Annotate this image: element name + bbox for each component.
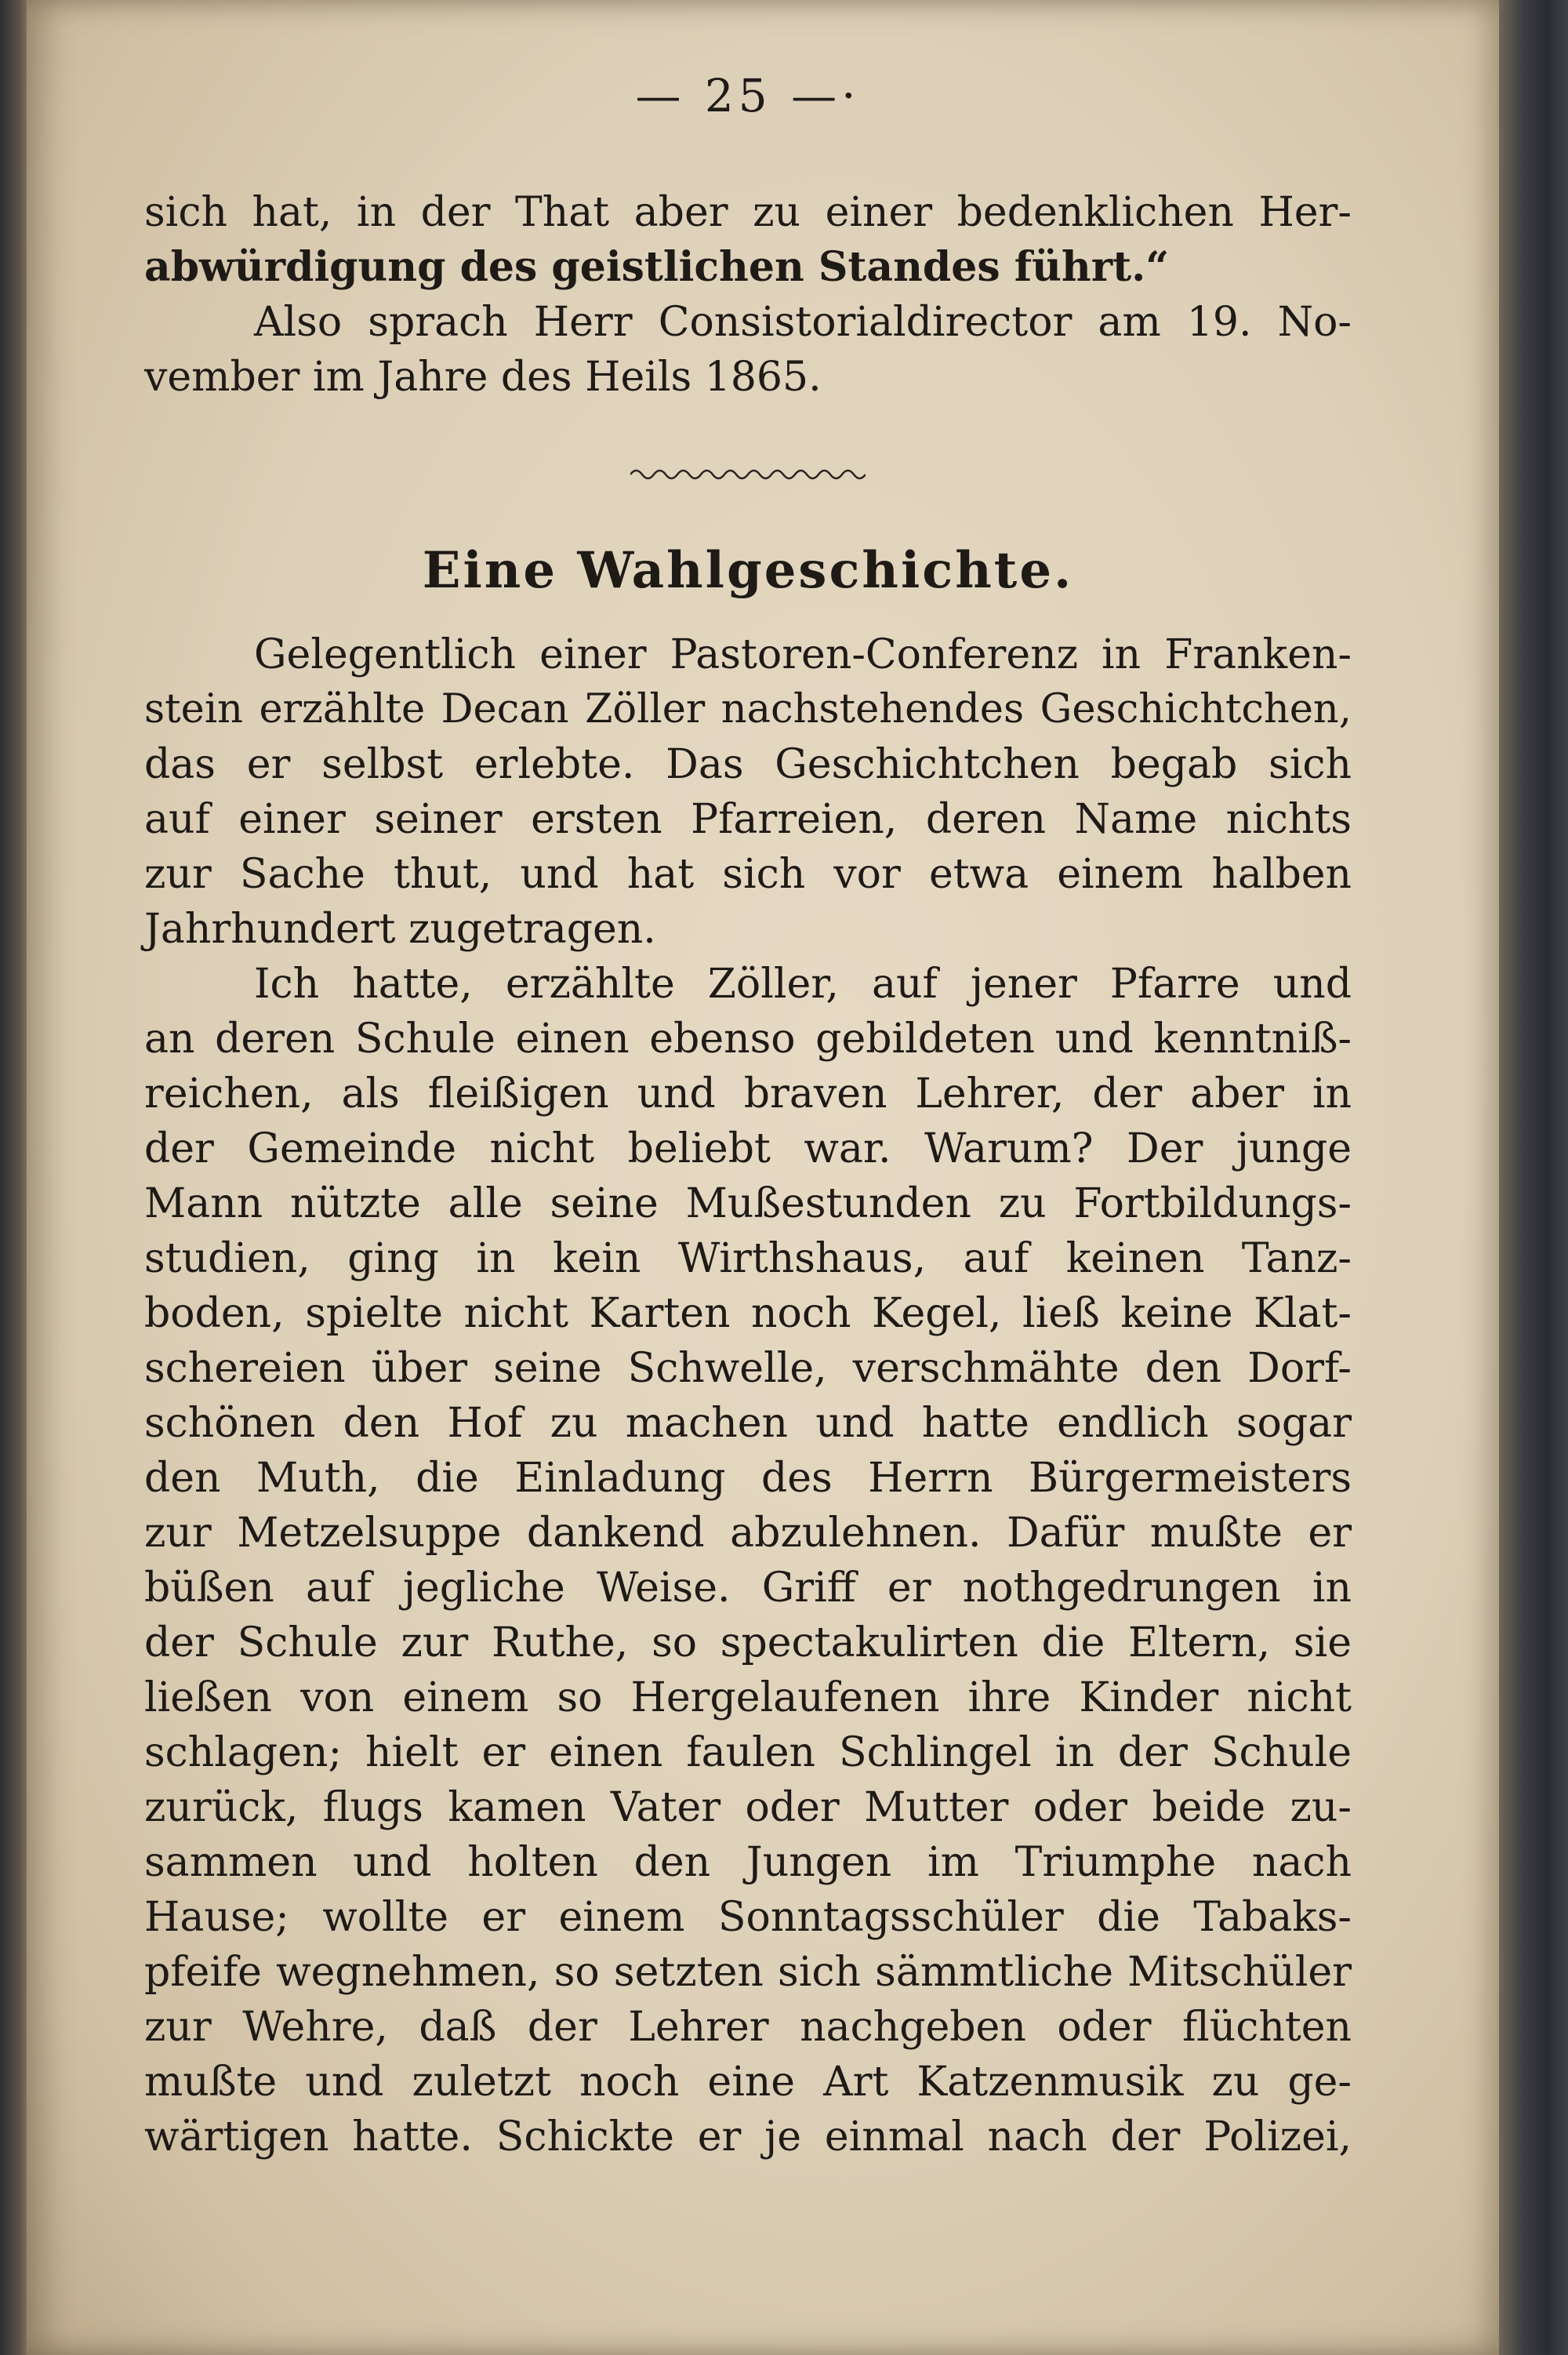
text-line	[144, 1725, 1352, 1780]
text-line	[144, 1176, 1352, 1231]
line-text: der Schule zur Ruthe, so spectakulirten die Eltern, sie	[144, 1619, 1352, 1666]
text-line	[144, 682, 1352, 737]
text-line	[144, 1231, 1352, 1286]
text-line	[144, 847, 1352, 902]
line-text: den Muth, die Einladung des Herrn Bürgermeisters	[144, 1455, 1352, 1502]
line-text: Gelegentlich einer Pastoren-Conferenz in Franken-	[254, 631, 1352, 678]
text-line	[144, 1561, 1352, 1615]
text-line	[144, 737, 1352, 792]
text-line	[144, 1670, 1352, 1725]
line-text: büßen auf jegliche Weise. Griff er nothgedrungen in	[144, 1565, 1352, 1612]
text-line	[144, 1067, 1352, 1121]
line-text: vember im Jahre des Heils 1865.	[144, 354, 822, 401]
line-text: ließen von einem so Hergelaufenen ihre Kinder nicht	[144, 1674, 1352, 1721]
text-line	[144, 957, 1352, 1012]
line-text: zurück, flugs kamen Vater oder Mutter oder beide zu-	[144, 1784, 1352, 1831]
page-number: — 25 —·	[635, 69, 861, 122]
line-text: schlagen; hielt er einen faulen Schlingel in der Schule	[144, 1729, 1352, 1776]
line-text: boden, spielte nicht Karten noch Kegel, ließ keine Klat-	[144, 1290, 1352, 1337]
text-line	[144, 1396, 1352, 1451]
line-text: auf einer seiner ersten Pfarreien, deren Name nichts	[144, 796, 1352, 843]
line-text: schönen den Hof zu machen und hatte endlich sogar	[144, 1400, 1352, 1447]
line-text: sammen und holten den Jungen im Triumphe nach	[144, 1839, 1352, 1886]
line-text: Also sprach Herr Consistorialdirector am 19. No-	[254, 299, 1352, 346]
text-line	[144, 1780, 1352, 1835]
text-line	[144, 1945, 1352, 2000]
text-line	[144, 1012, 1352, 1067]
text-line	[144, 627, 1352, 682]
text-line	[144, 295, 1352, 350]
line-text: studien, ging in kein Wirthshaus, auf keinen Tanz-	[144, 1235, 1352, 1282]
line-text: stein erzählte Decan Zöller nachstehendes Geschichtchen,	[144, 686, 1352, 732]
text-line	[144, 1341, 1352, 1396]
text-line	[144, 1890, 1352, 1945]
text-line	[144, 792, 1352, 847]
line-text: abwürdigung des geistlichen Standes führt.“	[144, 243, 1170, 291]
line-text: schereien über seine Schwelle, verschmähte den Dorf-	[144, 1345, 1352, 1392]
text-line	[144, 2000, 1352, 2055]
line-text: Ich hatte, erzählte Zöller, auf jener Pfarre und	[254, 961, 1352, 1008]
line-text: der Gemeinde nicht beliebt war. Warum? Der junge	[144, 1125, 1352, 1172]
line-text: das er selbst erlebte. Das Geschichtchen begab sich	[144, 741, 1352, 788]
text-line	[144, 1451, 1352, 1506]
line-text: Mann nützte alle seine Mußestunden zu Fortbildungs-	[144, 1180, 1352, 1227]
text-line	[144, 185, 1352, 240]
text-line	[144, 1506, 1352, 1561]
text-line	[144, 1121, 1352, 1176]
line-text: Jahrhundert zugetragen.	[144, 906, 656, 953]
text-line	[144, 240, 1352, 295]
line-text: zur Sache thut, und hat sich vor etwa einem halben	[144, 851, 1352, 898]
line-text: Hause; wollte er einem Sonntagsschüler die Tabaks-	[144, 1894, 1352, 1941]
line-text: an deren Schule einen ebenso gebildeten und kenntniß-	[144, 1016, 1352, 1063]
line-text: mußte und zuletzt noch eine Art Katzenmusik zu ge-	[144, 2059, 1352, 2106]
text-line	[144, 1286, 1352, 1341]
book-page	[27, 0, 1499, 2355]
line-text: reichen, als fleißigen und braven Lehrer, der aber in	[144, 1070, 1352, 1118]
text-line	[144, 2110, 1352, 2164]
book-binding	[1499, 0, 1568, 2355]
text-line	[144, 350, 1352, 405]
text-line	[144, 2055, 1352, 2110]
line-text: wärtigen hatte. Schickte er je einmal nach der Polizei,	[144, 2113, 1352, 2161]
section-heading: Eine Wahlgeschichte.	[422, 541, 1074, 600]
line-text: zur Metzelsuppe dankend abzulehnen. Dafür mußte er	[144, 1510, 1352, 1557]
line-text: pfeife wegnehmen, so setzten sich sämmtliche Mitschüler	[144, 1949, 1352, 1996]
ornament-divider	[630, 463, 866, 486]
text-line	[144, 1615, 1352, 1670]
line-text: zur Wehre, daß der Lehrer nachgeben oder flüchten	[144, 2004, 1352, 2051]
text-line	[144, 902, 1352, 957]
line-text: sich hat, in der That aber zu einer bedenklichen Her-	[144, 189, 1352, 236]
text-line	[144, 1835, 1352, 1890]
